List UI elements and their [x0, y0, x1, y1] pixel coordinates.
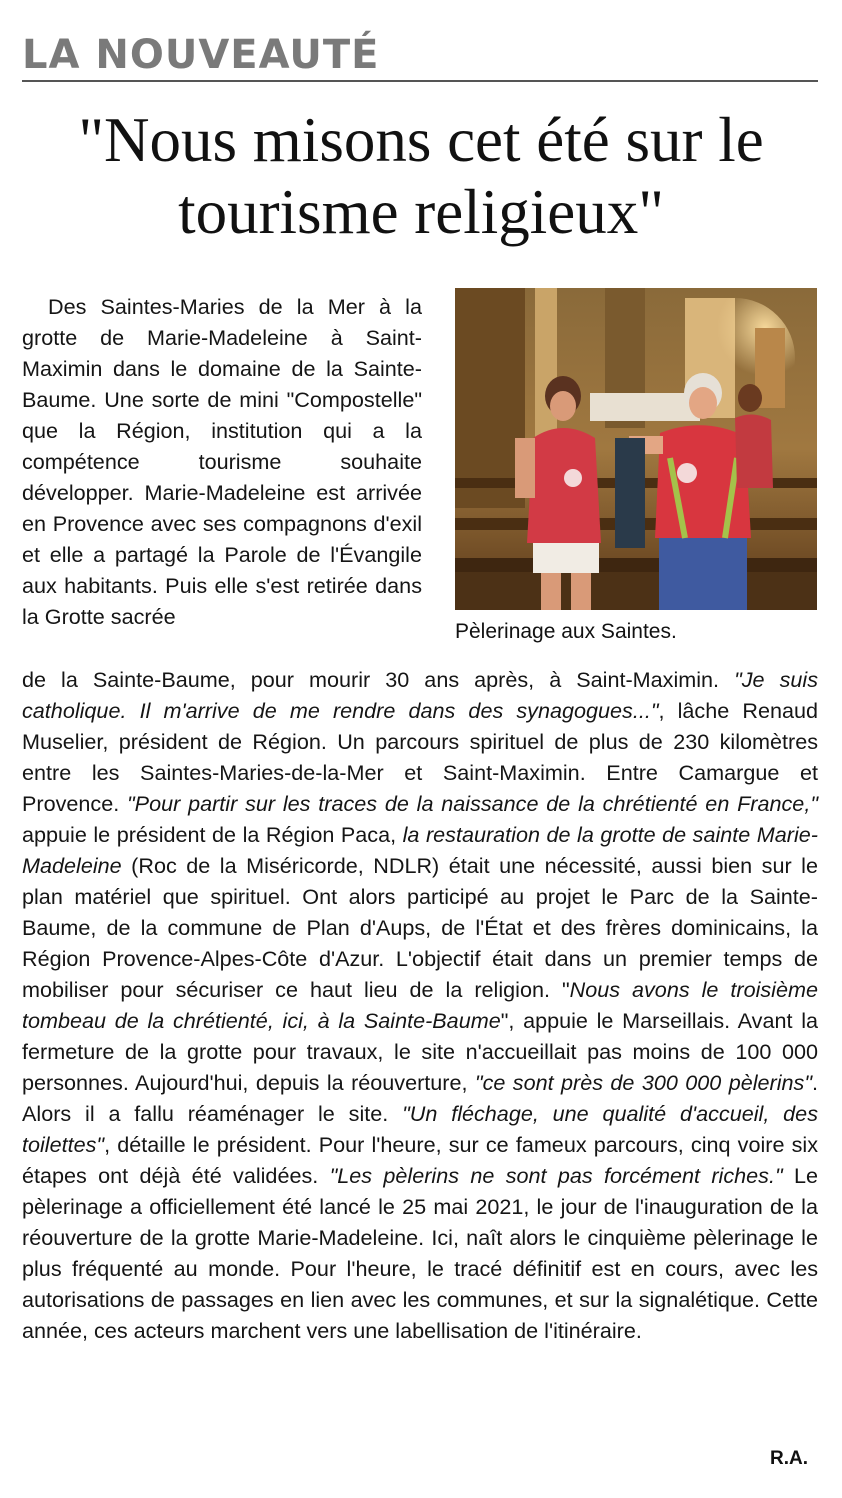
- body-text-segment: appuie le président de la Région Paca,: [22, 822, 403, 847]
- headline: "Nous misons cet été sur le tourisme religieux": [78, 105, 764, 247]
- quote: "Je suis catholique. Il m'arrive de me rendre dans des synagogues...": [22, 667, 819, 723]
- body-text-segment: ", appuie le Marseillais. Avant la fermeture de la grotte pour travaux, le site n'accueillait pas moins de 100 000 personnes. Aujourd'hui, depuis la réouverture,: [22, 1008, 818, 1095]
- quote: la restauration de la grotte de sainte Marie-Madeleine: [22, 822, 818, 878]
- kicker-divider: [22, 80, 818, 82]
- quote: Nous avons le troisième tombeau de la chrétienté, ici, à la Sainte-Baume: [22, 977, 818, 1033]
- article-lead-paragraph: Des Saintes-Maries de la Mer à la grotte de Marie-Madeleine à Saint-Maximin dans le domaine de la Sainte-Baume. Une sorte de mini "Compostelle" que la Région, institution qui a la compétence tourisme souhaite développer. Marie-Madeleine est arrivée en Provence avec ses compagnons d'exil et elle a partagé la Parole de l'Évangile aux habitants. Puis elle s'est retirée dans la Grotte sacrée: [22, 294, 422, 629]
- quote: "Pour partir sur les traces de la naissance de la chrétienté en France,": [127, 791, 818, 816]
- quote: "ce sont près de 300 000 pèlerins": [474, 1070, 812, 1095]
- body-text-segment: de la Sainte-Baume, pour mourir 30 ans après, à Saint-Maximin.: [22, 667, 735, 692]
- author-initials: R.A.: [770, 1448, 808, 1469]
- body-text-segment: Le pèlerinage a officiellement été lancé le 25 mai 2021, le jour de l'inauguration de la réouverture de la grotte Marie-Madeleine. Ici, naît alors le cinquième pèlerinage le plus fréquenté au monde. Pour l'heure, le tracé définitif est en cours, avec les autorisations de passages en lien avec les communes, et sur la signalétique. Cette année, ces acteurs marchent vers une labellisation de l'itinéraire.: [22, 1163, 818, 1343]
- quote: "Un fléchage, une qualité d'accueil, des toilettes": [22, 1101, 818, 1157]
- body-text-segment: . Alors il a fallu réaménager le site.: [22, 1070, 818, 1126]
- body-text-segment: , détaille le président. Pour l'heure, sur ce fameux parcours, cinq voire six étapes ont déjà été validées.: [22, 1132, 818, 1188]
- quote: "Les pèlerins ne sont pas forcément riches.": [329, 1163, 783, 1188]
- article-body: [22, 664, 818, 1346]
- body-text-segment: (Roc de la Miséricorde, NDLR) était une nécessité, aussi bien sur le plan matériel que spirituel. Ont alors participé au projet le Parc de la Sainte-Baume, de la commune de Plan d'Aups, de l'État et des frères dominicains, la Région Provence-Alpes-Côte d'Azur. L'objectif était dans un premier temps de mobiliser pour sécuriser ce haut lieu de la religion. ": [22, 853, 818, 1002]
- body-text-segment: , lâche Renaud Muselier, président de Région. Un parcours spirituel de plus de 230 kilomètres entre les Saintes-Maries-de-la-Mer et Saint-Maximin. Entre Camargue et Provence.: [22, 698, 818, 816]
- article-photo: [455, 288, 817, 610]
- photo-caption: Pèlerinage aux Saintes.: [455, 620, 677, 643]
- section-kicker: LA NOUVEAUTÉ: [22, 32, 380, 78]
